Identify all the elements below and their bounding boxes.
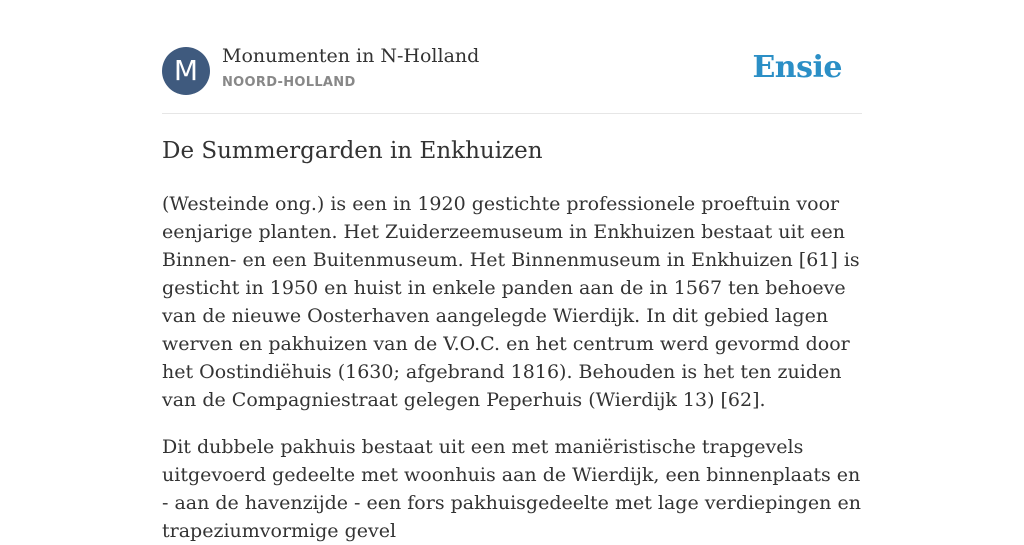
ensie-logo[interactable]: Ensie bbox=[752, 50, 842, 85]
source-region: NOORD-HOLLAND bbox=[222, 75, 356, 90]
source-header bbox=[162, 0, 862, 114]
page-container bbox=[162, 0, 862, 542]
source-title[interactable]: Monumenten in N-Holland bbox=[222, 45, 480, 67]
article-title: De Summergarden in Enkhuizen bbox=[162, 138, 543, 164]
avatar[interactable]: M bbox=[162, 47, 210, 95]
article-paragraph: Dit dubbele pakhuis bestaat uit een met maniëristische trapgevels uitgevoerd gedeelte met woonhuis aan de Wierdijk, een binnenplaats en - aan de havenzijde - een fors pakhuisgedeelte met lage verdiepingen en trapeziumvormige gevel bbox=[162, 436, 861, 542]
article-paragraph: (Westeinde ong.) is een in 1920 gestichte professionele proeftuin voor eenjarige planten. Het Zuiderzeemuseum in Enkhuizen bestaat uit een Binnen- en een Buitenmuseum. Het Binnenmuseum in Enkhuizen [61] is gesticht in 1950 en huist in enkele panden aan de in 1567 ten behoeve van de nieuwe Oosterhaven aangelegde Wierdijk. In dit gebied lagen werven en pakhuizen van de V.O.C. en het centrum werd gevormd door het Oostindiëhuis (1630; afgebrand 1816). Behouden is het ten zuiden van de Compagniestraat gelegen Peperhuis (Wierdijk 13) [62]. bbox=[162, 193, 860, 411]
